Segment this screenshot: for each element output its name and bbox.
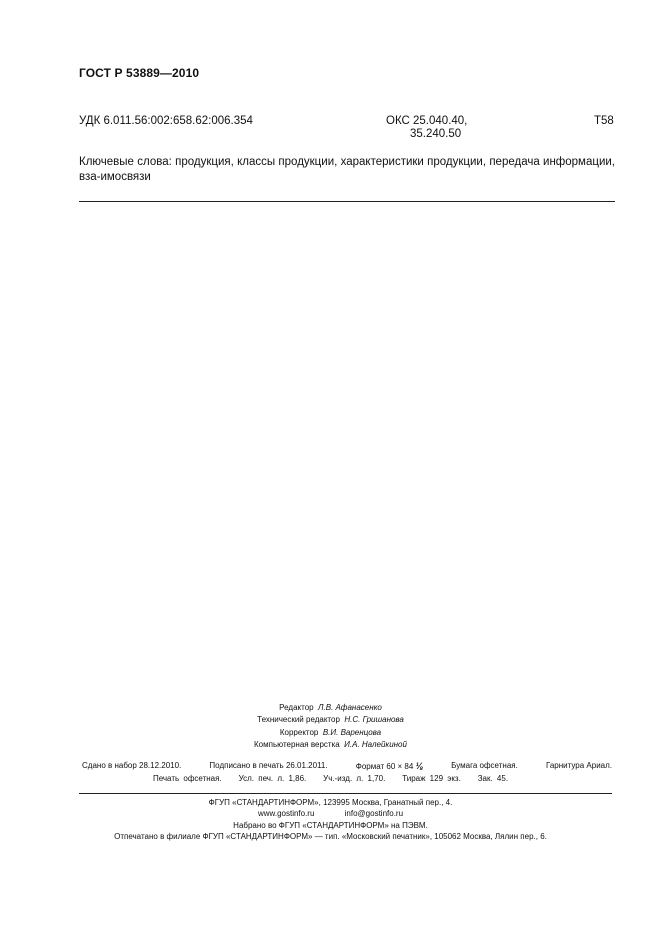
format-label: Формат 60 × 84 [355,762,414,771]
format [356,761,423,771]
sent-date: Сдано в набор 28.12.2010. [82,761,182,770]
font-family-note: Гарнитура Ариал. [545,761,612,770]
udk-code: УДК 6.011.56:002:658.62:006.354 [79,115,253,127]
publication-line1 [82,761,612,771]
layout-name: И.А. Налейкиной [344,739,407,749]
pub-sheets: Уч.-изд. л. 1,70. [323,774,386,783]
publisher-address: ФГУП «СТАНДАРТИНФОРМ», 123995 Москва, Гранатный пер., 4. [208,798,453,807]
divider-top [79,201,615,202]
standard-number: ГОСТ Р 53889—2010 [79,66,200,80]
oks-code-line2: 35.240.50 [410,128,462,140]
credit-layout [0,739,661,751]
classification-code: Т58 [594,115,614,127]
corrector-label: Корректор [279,727,319,737]
layout-label: Компьютерная верстка [254,739,340,749]
circulation: Тираж 129 экз. [402,774,461,783]
credits-block [0,702,661,751]
tech-editor-label: Технический редактор [257,715,340,725]
credit-tech-editor [0,714,661,726]
printed-note: Отпечатано в филиале ФГУП «СТАНДАРТИНФОРМ» — тип. «Московский печатник», 105062 Москва, Лялин пер., 6. [114,831,547,841]
format-fraction: ⅛ [415,761,424,771]
order-number: Зак. 45. [477,774,509,783]
oks-code-line1: ОКС 25.040.40, [386,115,468,127]
print-sheets: Усл. печ. л. 1,86. [238,774,307,783]
print-type: Печать офсетная. [152,774,222,783]
paper-type: Бумага офсетная. [451,761,518,770]
credit-editor [0,702,661,714]
publication-line2 [0,774,661,783]
contact-row [0,808,661,819]
credit-corrector [0,727,661,739]
website-link[interactable]: www.gostinfo.ru [257,809,315,819]
typeset-note: Набрано во ФГУП «СТАНДАРТИНФОРМ» на ПЭВМ. [233,820,428,830]
editor-name: Л.В. Афанасенко [318,703,382,712]
corrector-name: В.И. Варенцова [322,727,382,737]
keywords: Ключевые слова: продукция, классы продукции, характеристики продукции, передача информации, вза-имосвязи [79,156,615,183]
imprint-block [0,797,661,842]
divider-bottom [79,793,612,794]
editor-label: Редактор [279,703,314,712]
email-link[interactable]: info@gostinfo.ru [344,809,404,819]
tech-editor-name: Н.С. Гришанова [344,715,404,725]
signed-date: Подписано в печать 26.01.2011. [209,761,328,770]
